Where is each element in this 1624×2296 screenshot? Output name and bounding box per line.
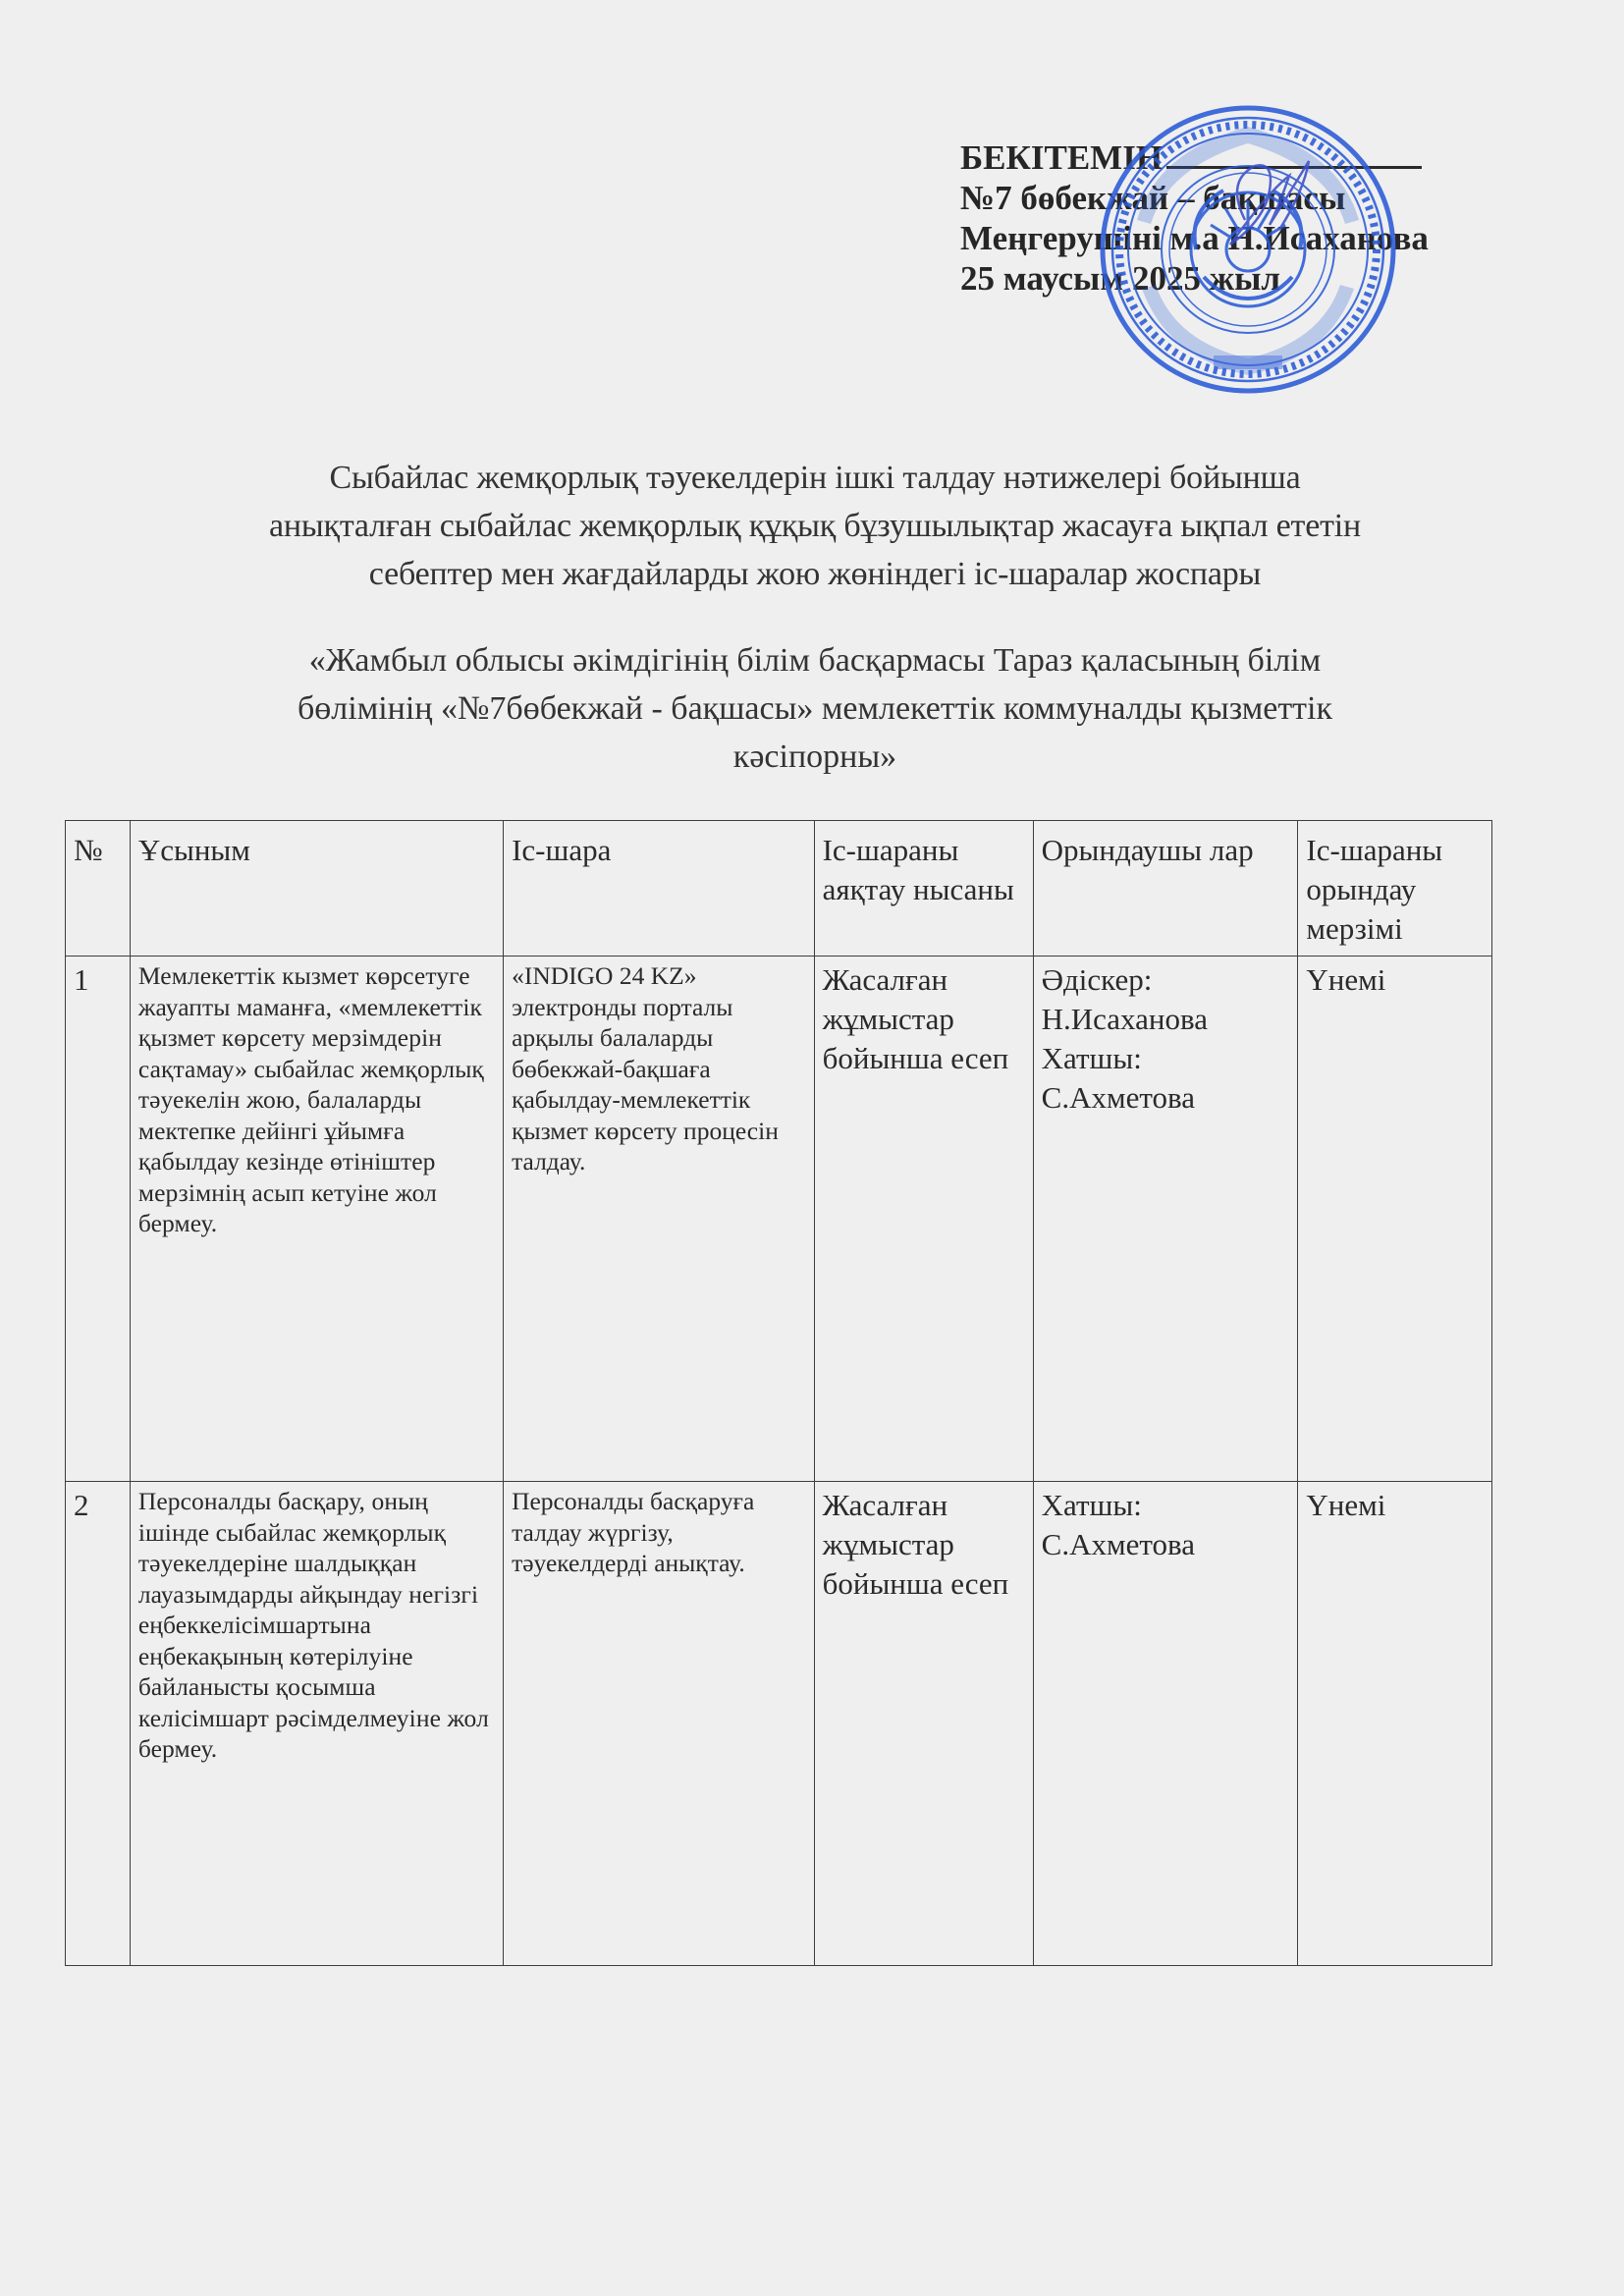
executor-name: С.Ахметова <box>1041 1080 1195 1115</box>
seal-bottom-pattern <box>1214 355 1282 369</box>
table-header-row <box>66 821 1492 957</box>
row-completion-form: Жасалған жұмыстар бойынша есеп <box>814 957 1033 1482</box>
row-activity: «INDIGO 24 KZ» электронды порталы арқылы балаларды бөбекжай-бақшаға қабылдау-мемлекеттік қызмет көрсету процесін талдау. <box>504 957 815 1482</box>
row-executors <box>1033 1482 1298 1966</box>
seal-ring-2 <box>1112 118 1383 381</box>
row-recommendation: Мемлекеттік кызмет көрсетуге жауапты маманға, «мемлекеттік қызмет көрсету мерзімдерін сақтамау» сыбайлас жемқорлық тәуекелін жою, балаларды мектепке дейінгі ұйымға қабылдау кезінде өтiніштер мерзімнің асып кетуіне жол бермеу. <box>130 957 503 1482</box>
emblem-center <box>1226 228 1270 271</box>
official-seal-icon <box>1098 102 1398 395</box>
title-line: Сыбайлас жемқорлық тәуекелдерін ішкі талдау нәтижелері бойынша <box>329 460 1301 496</box>
seal-ring-3 <box>1128 134 1368 365</box>
organization-name <box>187 636 1443 781</box>
row-number: 2 <box>66 1482 131 1966</box>
action-plan-table <box>65 820 1492 1966</box>
row-recommendation: Персоналды басқару, оның ішінде сыбайлас жемқорлық тәуекелдеріне шалдыққан лауазымдарды айқындау негізгі еңбеккелісімшартына еңбекақының көтерілуіне байланысты қосымша келісімшарт рәсімделмеуіне жол бермеу. <box>130 1482 503 1966</box>
executor-role: Әдіскер: <box>1041 962 1153 997</box>
row-activity: Персоналды басқаруға талдау жүргізу, тәуекелдерді анықтау. <box>504 1482 815 1966</box>
approval-signatory: Меңгерушіні м.а Н.Исаханова <box>960 219 1429 257</box>
table-row <box>66 1482 1492 1966</box>
subtitle-line: кәсіпорны» <box>732 738 897 775</box>
header-number: № <box>66 821 131 957</box>
approval-organization: №7 бөбекжай – бақшасы <box>960 179 1346 217</box>
title-line: себептер мен жағдайларды жою жөніндегі іс-шаралар жоспары <box>368 556 1262 592</box>
header-term: Іс-шараны орындау мерзімі <box>1298 821 1492 957</box>
header-completion-form: Іс-шараны аяқтау нысаны <box>814 821 1033 957</box>
row-executors <box>1033 957 1298 1482</box>
seal-outer-ring <box>1103 108 1393 391</box>
subtitle-line: «Жамбыл облысы әкімдігінің білім басқармасы Тараз қаласының білім <box>308 642 1322 679</box>
approval-heading: БЕКІТЕМІН <box>960 137 1429 178</box>
row-term: Үнемі <box>1298 957 1492 1482</box>
executor-name: С.Ахметова <box>1041 1527 1195 1561</box>
row-number: 1 <box>66 957 131 1482</box>
title-line: анықталған сыбайлас жемқорлық құқық бұзушылықтар жасауға ықпал ететін <box>268 508 1361 544</box>
header-activity: Іс-шара <box>504 821 815 957</box>
approval-date: 25 маусым 2025 жыл <box>960 259 1281 298</box>
seal-ring-inner-2 <box>1169 173 1326 326</box>
executor-name: Н.Исаханова <box>1041 1002 1208 1036</box>
header-executors: Орындаушы лар <box>1033 821 1298 957</box>
executor-role: Хатшы: <box>1041 1041 1142 1075</box>
row-completion-form: Жасалған жұмыстар бойынша есеп <box>814 1482 1033 1966</box>
subtitle-line: бөлімінің «№7бөбекжай - бақшасы» мемлекеттік коммуналды қызметтік <box>297 690 1333 727</box>
header-recommendation: Ұсыным <box>130 821 503 957</box>
table-row <box>66 957 1492 1482</box>
seal-dotted-ring <box>1119 125 1377 374</box>
document-title <box>147 454 1483 598</box>
executor-role: Хатшы: <box>1041 1488 1142 1522</box>
row-term: Үнемі <box>1298 1482 1492 1966</box>
